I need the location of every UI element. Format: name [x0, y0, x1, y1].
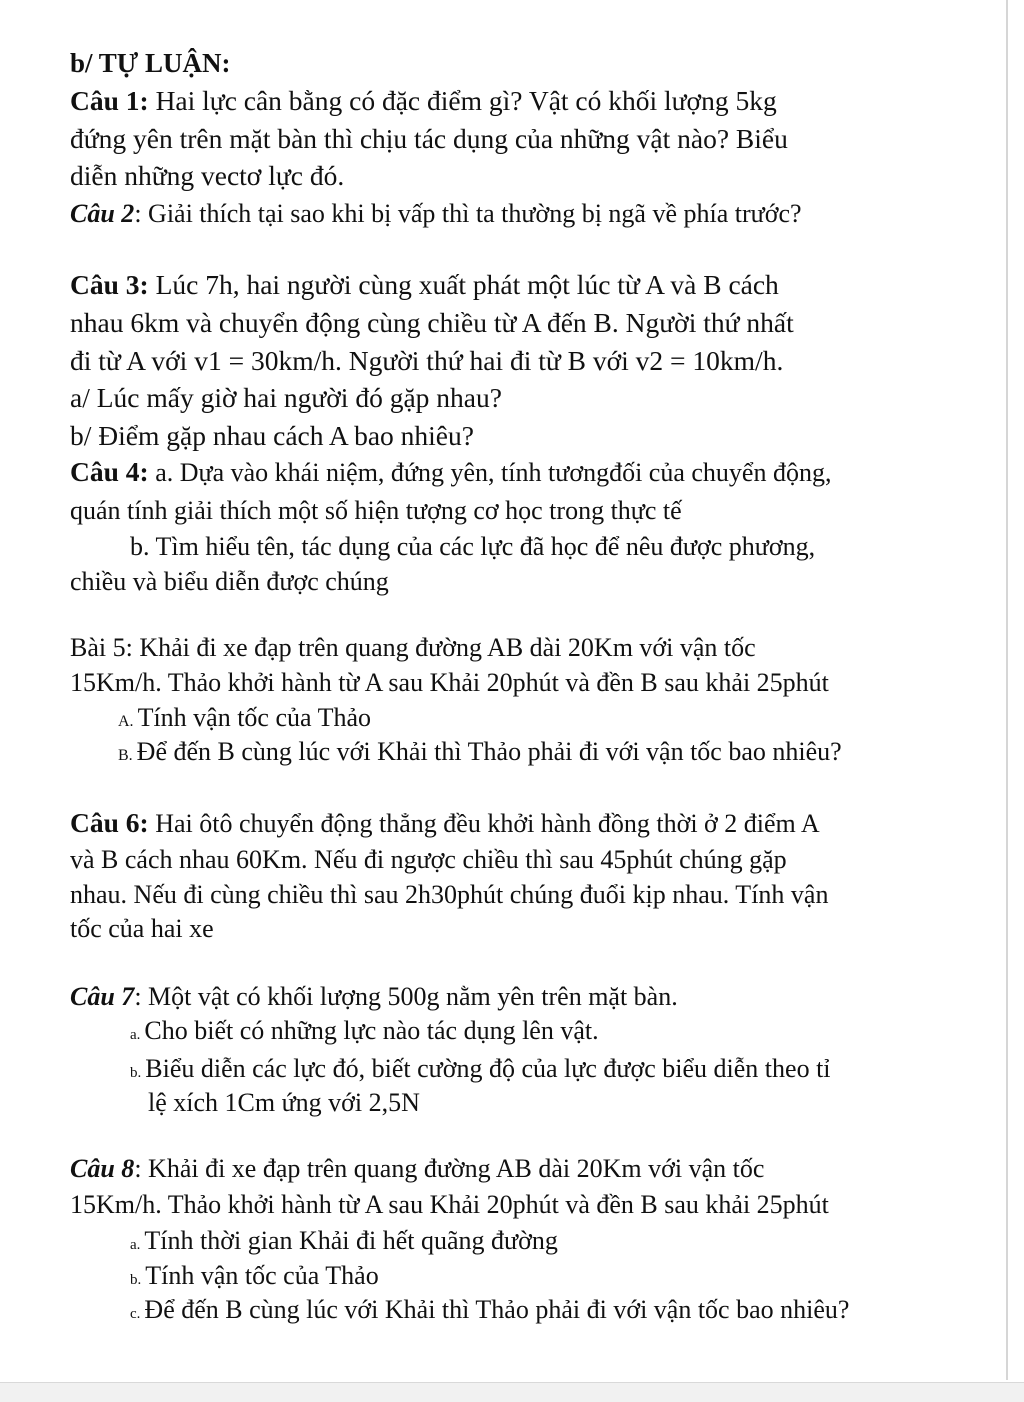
question-7-item-b-cont: lệ xích 1Cm ứng với 2,5N — [148, 1088, 420, 1117]
question-7-item-a: a. Cho biết có những lực nào tác dụng lên vật. — [130, 1016, 599, 1045]
question-4-label: Câu 4: — [70, 456, 149, 487]
question-4-line-2: quán tính giải thích một số hiện tượng cơ học trong thực tế — [70, 496, 682, 525]
question-6-label: Câu 6: — [70, 807, 149, 838]
section-heading: b/ TỰ LUẬN: — [70, 48, 231, 78]
question-1-line-2: đứng yên trên mặt bàn thì chịu tác dụng của những vật nào? Biểu — [70, 123, 788, 154]
bottom-margin-band — [0, 1382, 1024, 1402]
question-4-line-1: Câu 4: a. Dựa vào khái niệm, đứng yên, tính tươngđối của chuyển động, — [70, 456, 832, 487]
question-6-line-1: Câu 6: Hai ôtô chuyển động thẳng đều khởi hành đồng thời ở 2 điểm A — [70, 807, 820, 838]
question-7-line-1: Câu 7: Một vật có khối lượng 500g nằm yên trên mặt bàn. — [70, 982, 678, 1011]
question-6-line-2: và B cách nhau 60Km. Nếu đi ngược chiều thì sau 45phút chúng gặp — [70, 845, 787, 874]
question-5-line-1: Bài 5: Khải đi xe đạp trên quang đường AB dài 20Km với vận tốc — [70, 633, 756, 662]
question-1-label: Câu 1: — [70, 85, 149, 116]
question-5-item-a: A. Tính vận tốc của Thảo — [118, 703, 372, 732]
question-3-line-2: nhau 6km và chuyển động cùng chiều từ A đến B. Người thứ nhất — [70, 307, 794, 338]
question-2-line-1: Câu 2: Giải thích tại sao khi bị vấp thì ta thường bị ngã về phía trước? — [70, 199, 802, 228]
question-4-line-4: chiều và biểu diễn được chúng — [70, 567, 389, 596]
question-7-label: Câu 7 — [70, 982, 135, 1011]
question-3-part-a: a/ Lúc mấy giờ hai người đó gặp nhau? — [70, 382, 502, 413]
question-3-line-3: đi từ A với v1 = 30km/h. Người thứ hai đi từ B với v2 = 10km/h. — [70, 345, 784, 376]
question-8-label: Câu 8 — [70, 1154, 135, 1183]
question-3-label: Câu 3: — [70, 269, 149, 300]
question-6-line-3: nhau. Nếu đi cùng chiều thì sau 2h30phút chúng đuổi kịp nhau. Tính vận — [70, 880, 829, 909]
question-8-item-c: c. Để đến B cùng lúc với Khải thì Thảo phải đi với vận tốc bao nhiêu? — [130, 1295, 850, 1324]
question-6-line-4: tốc của hai xe — [70, 914, 214, 943]
question-1-line-1: Câu 1: Hai lực cân bằng có đặc điểm gì? Vật có khối lượng 5kg — [70, 85, 777, 116]
question-8-line-1: Câu 8: Khải đi xe đạp trên quang đường AB dài 20Km với vận tốc — [70, 1154, 765, 1183]
question-2-label: Câu 2 — [70, 199, 135, 228]
question-8-line-2: 15Km/h. Thảo khởi hành từ A sau Khải 20phút và đền B sau khải 25phút — [70, 1190, 829, 1219]
question-3-part-b: b/ Điểm gặp nhau cách A bao nhiêu? — [70, 420, 474, 451]
question-7-item-b: b. Biểu diễn các lực đó, biết cường độ của lực được biểu diễn theo tỉ — [130, 1054, 831, 1083]
question-1-line-3: diễn những vectơ lực đó. — [70, 160, 345, 191]
question-5-line-2: 15Km/h. Thảo khởi hành từ A sau Khải 20phút và đền B sau khải 25phút — [70, 668, 829, 697]
question-3-line-1: Câu 3: Lúc 7h, hai người cùng xuất phát một lúc từ A và B cách — [70, 269, 779, 300]
question-8-item-b: b. Tính vận tốc của Thảo — [130, 1261, 379, 1290]
question-8-item-a: a. Tính thời gian Khải đi hết quãng đường — [130, 1226, 558, 1255]
question-4-part-b: b. Tìm hiểu tên, tác dụng của các lực đã học để nêu được phương, — [130, 532, 816, 561]
question-5-item-b: B. Để đến B cùng lúc với Khải thì Thảo phải đi với vận tốc bao nhiêu? — [118, 737, 842, 766]
